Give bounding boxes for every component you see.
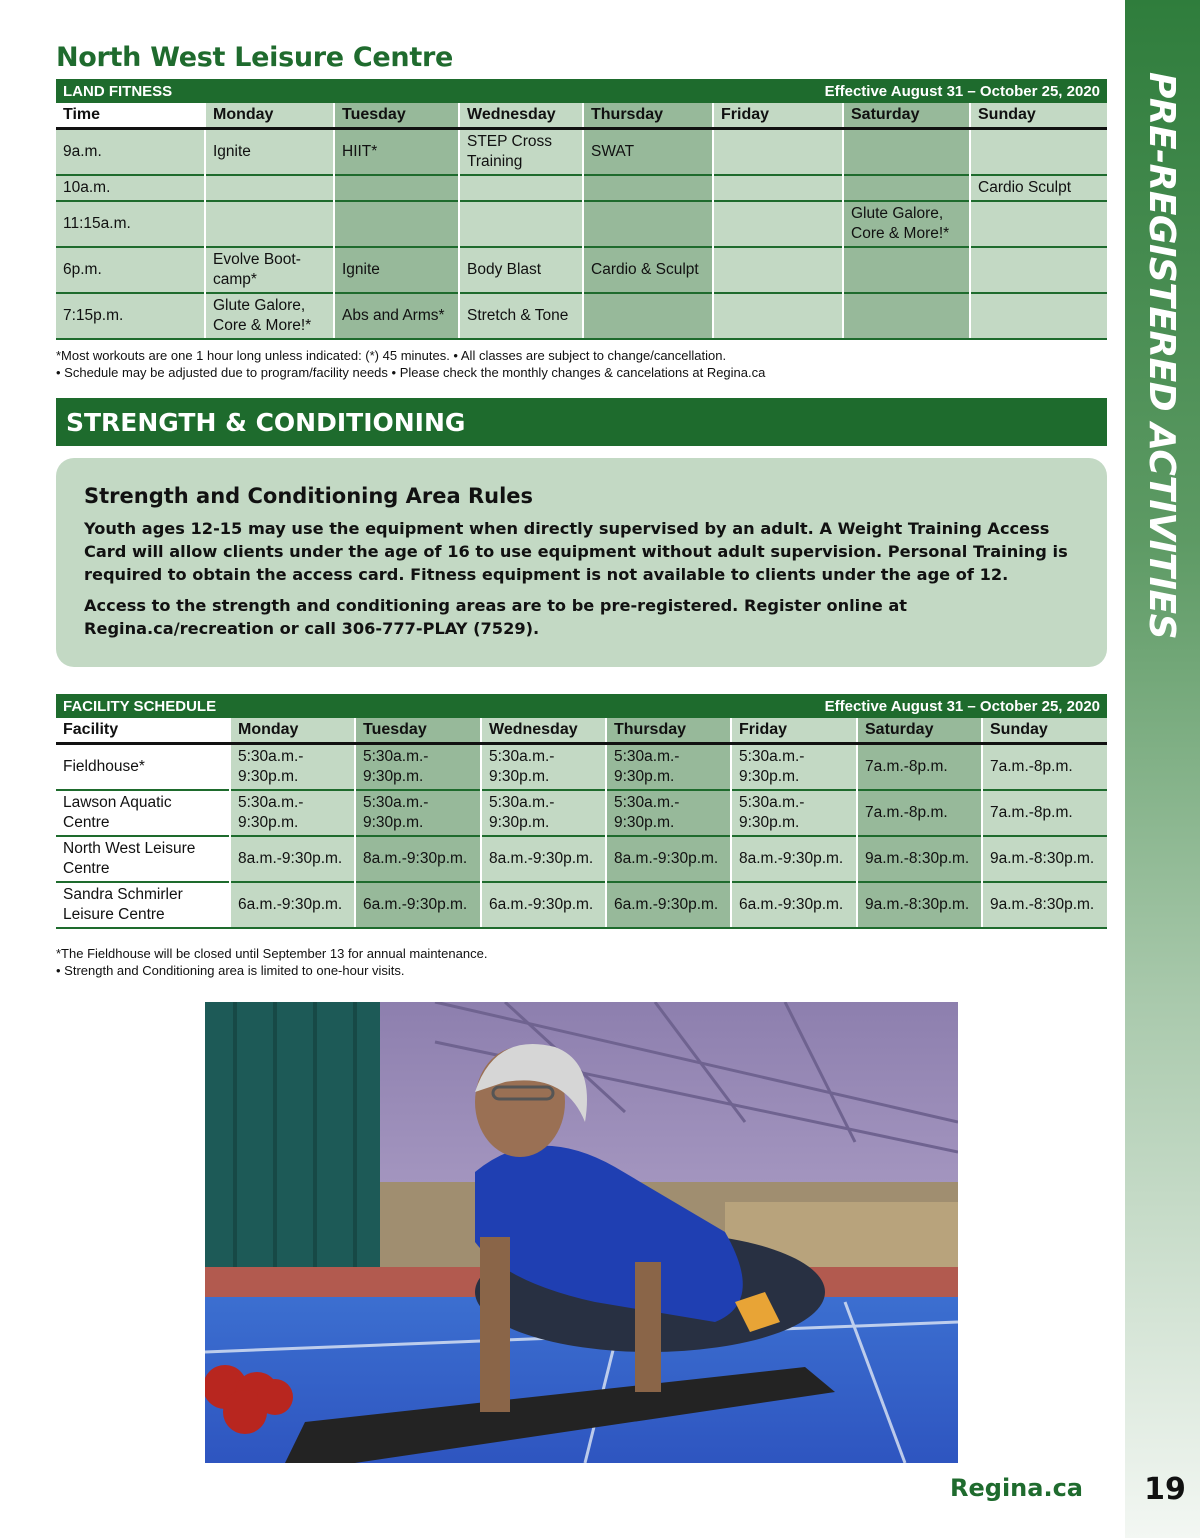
column-header: Saturday (843, 103, 970, 128)
schedule-cell: 5:30a.m.- 9:30p.m. (606, 790, 731, 836)
schedule-cell: 5:30a.m.- 9:30p.m. (230, 743, 355, 790)
page-title: North West Leisure Centre (56, 42, 453, 73)
schedule-cell (713, 175, 843, 201)
schedule-cell (713, 293, 843, 339)
table-row (56, 836, 1107, 882)
land-fitness-effective: Effective August 31 – October 25, 2020 (824, 82, 1100, 100)
rules-paragraph: Access to the strength and conditioning areas are to be pre-registered. Register online at Regina.ca/recreation or call 306-777-PLAY (7529). (84, 596, 908, 638)
table-row (56, 882, 1107, 928)
note-line: • Strength and Conditioning area is limited to one-hour visits. (56, 963, 405, 978)
schedule-cell: Cardio & Sculpt (583, 247, 713, 293)
table-row (56, 128, 1107, 175)
schedule-cell: 8a.m.-9:30p.m. (355, 836, 481, 882)
schedule-cell: 7a.m.-8p.m. (857, 743, 982, 790)
row-label-cell: 9a.m. (56, 128, 205, 175)
schedule-cell: Stretch & Tone (459, 293, 583, 339)
column-header: Thursday (606, 718, 731, 743)
row-label-cell: 10a.m. (56, 175, 205, 201)
schedule-cell (843, 293, 970, 339)
schedule-cell (970, 247, 1107, 293)
column-header: Wednesday (481, 718, 606, 743)
schedule-cell (970, 128, 1107, 175)
table-row (56, 201, 1107, 247)
land-fitness-table (56, 103, 1107, 340)
schedule-cell: 5:30a.m.- 9:30p.m. (355, 743, 481, 790)
column-header: Friday (731, 718, 857, 743)
schedule-cell: 5:30a.m.- 9:30p.m. (606, 743, 731, 790)
note-line: • Schedule may be adjusted due to program/facility needs • Please check the monthly changes & cancelations at Regina.ca (56, 365, 766, 380)
schedule-cell: 7a.m.-8p.m. (982, 743, 1107, 790)
schedule-cell (583, 175, 713, 201)
facility-schedule-header-bar (56, 694, 1107, 718)
row-label-cell: Lawson Aquatic Centre (56, 790, 230, 836)
land-fitness-header-bar (56, 79, 1107, 103)
schedule-cell: 6a.m.-9:30p.m. (355, 882, 481, 928)
schedule-cell: 6a.m.-9:30p.m. (230, 882, 355, 928)
facility-schedule-table (56, 718, 1107, 929)
schedule-cell (713, 128, 843, 175)
schedule-cell: STEP Cross Training (459, 128, 583, 175)
schedule-cell (843, 175, 970, 201)
schedule-cell (843, 247, 970, 293)
table-row (56, 175, 1107, 201)
column-header: Thursday (583, 103, 713, 128)
rules-box (56, 458, 1107, 667)
schedule-cell: Ignite (334, 247, 459, 293)
schedule-cell (970, 293, 1107, 339)
schedule-cell: Glute Galore, Core & More!* (843, 201, 970, 247)
facility-schedule-label: FACILITY SCHEDULE (63, 697, 217, 715)
note-line: *The Fieldhouse will be closed until September 13 for annual maintenance. (56, 946, 488, 961)
schedule-cell: Abs and Arms* (334, 293, 459, 339)
table-row (56, 790, 1107, 836)
page-number: 19 (1144, 1472, 1186, 1507)
schedule-cell: 7a.m.-8p.m. (982, 790, 1107, 836)
land-fitness-notes (56, 347, 765, 381)
schedule-cell: HIIT* (334, 128, 459, 175)
schedule-cell: Glute Galore, Core & More!* (205, 293, 334, 339)
column-header: Sunday (970, 103, 1107, 128)
schedule-cell: Body Blast (459, 247, 583, 293)
column-header: Tuesday (334, 103, 459, 128)
row-label-cell: 11:15a.m. (56, 201, 205, 247)
schedule-cell (583, 201, 713, 247)
schedule-cell: 6a.m.-9:30p.m. (481, 882, 606, 928)
schedule-cell: 9a.m.-8:30p.m. (857, 836, 982, 882)
schedule-cell (713, 201, 843, 247)
schedule-cell: 5:30a.m.- 9:30p.m. (731, 790, 857, 836)
schedule-cell: Evolve Boot-camp* (205, 247, 334, 293)
schedule-cell (843, 128, 970, 175)
land-fitness-schedule (56, 79, 1107, 340)
schedule-cell (205, 201, 334, 247)
schedule-cell: Cardio Sculpt (970, 175, 1107, 201)
schedule-cell: 5:30a.m.- 9:30p.m. (355, 790, 481, 836)
schedule-cell (459, 201, 583, 247)
land-fitness-label: LAND FITNESS (63, 82, 173, 100)
table-row (56, 293, 1107, 339)
row-label-cell: Fieldhouse* (56, 743, 230, 790)
column-header: Sunday (982, 718, 1107, 743)
schedule-cell: 5:30a.m.- 9:30p.m. (731, 743, 857, 790)
facility-schedule-notes (56, 945, 487, 979)
facility-schedule (56, 694, 1107, 929)
schedule-cell: 9a.m.-8:30p.m. (982, 882, 1107, 928)
schedule-cell: 8a.m.-9:30p.m. (230, 836, 355, 882)
schedule-cell (334, 175, 459, 201)
facility-schedule-effective: Effective August 31 – October 25, 2020 (824, 697, 1100, 715)
schedule-cell: 8a.m.-9:30p.m. (606, 836, 731, 882)
column-header: Wednesday (459, 103, 583, 128)
schedule-cell: 8a.m.-9:30p.m. (481, 836, 606, 882)
rules-paragraph: Youth ages 12-15 may use the equipment when directly supervised by an adult. A Weight Training Access Card will allow clients under the age of 16 to use equipment without adult supervision. Personal Training is required to obtain the access card. Fitness equipment is not available to clients under the age of 12. (84, 519, 1068, 584)
fitness-photo (205, 1002, 958, 1463)
schedule-cell: 6a.m.-9:30p.m. (606, 882, 731, 928)
note-line: *Most workouts are one 1 hour long unless indicated: (*) 45 minutes. • All classes are subject to change/cancellation. (56, 348, 727, 363)
schedule-cell: 9a.m.-8:30p.m. (857, 882, 982, 928)
column-header: Tuesday (355, 718, 481, 743)
schedule-cell: 5:30a.m.- 9:30p.m. (230, 790, 355, 836)
footer-site-link[interactable]: Regina.ca (950, 1474, 1083, 1502)
strength-conditioning-banner: STRENGTH & CONDITIONING (56, 398, 1107, 446)
column-header: Monday (205, 103, 334, 128)
row-label-cell: North West Leisure Centre (56, 836, 230, 882)
table-row (56, 247, 1107, 293)
column-header: Monday (230, 718, 355, 743)
column-header: Saturday (857, 718, 982, 743)
schedule-cell: 5:30a.m.- 9:30p.m. (481, 790, 606, 836)
schedule-cell: 9a.m.-8:30p.m. (982, 836, 1107, 882)
schedule-cell (205, 175, 334, 201)
schedule-cell: 6a.m.-9:30p.m. (731, 882, 857, 928)
schedule-cell: SWAT (583, 128, 713, 175)
column-header: Friday (713, 103, 843, 128)
schedule-cell (459, 175, 583, 201)
schedule-cell (583, 293, 713, 339)
column-header: Facility (56, 718, 230, 743)
row-label-cell: Sandra Schmirler Leisure Centre (56, 882, 230, 928)
row-label-cell: 6p.m. (56, 247, 205, 293)
schedule-cell: 5:30a.m.- 9:30p.m. (481, 743, 606, 790)
table-row (56, 743, 1107, 790)
rules-title: Strength and Conditioning Area Rules (84, 484, 534, 508)
schedule-cell: Ignite (205, 128, 334, 175)
schedule-cell: 7a.m.-8p.m. (857, 790, 982, 836)
section-side-title: PRE-REGISTERED ACTIVITIES (1141, 71, 1183, 639)
column-header: Time (56, 103, 205, 128)
row-label-cell: 7:15p.m. (56, 293, 205, 339)
schedule-cell (970, 201, 1107, 247)
schedule-cell (334, 201, 459, 247)
schedule-cell (713, 247, 843, 293)
schedule-cell: 8a.m.-9:30p.m. (731, 836, 857, 882)
